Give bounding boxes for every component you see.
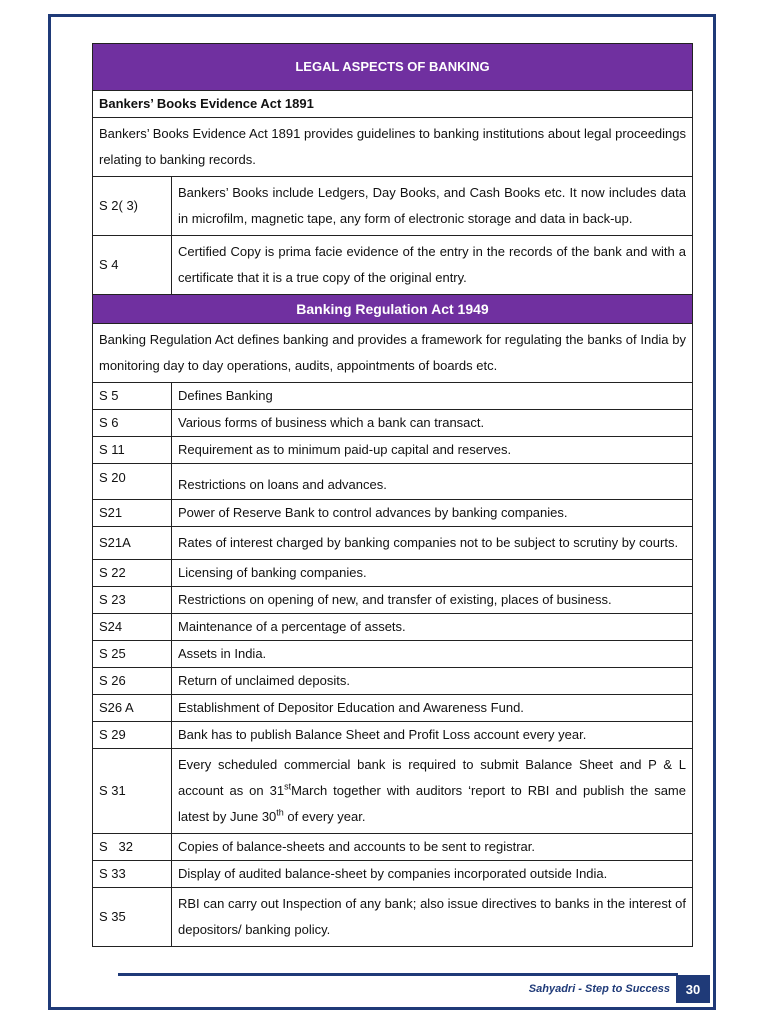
- table-row: [93, 587, 693, 614]
- table-row: [93, 383, 693, 410]
- s31-text-b: March together with auditors ‘report to RBI and publish the same latest by June 30: [178, 783, 686, 824]
- s31-sup-b: th: [276, 807, 284, 818]
- description-cell: Assets in India.: [172, 641, 693, 668]
- table-row: [93, 834, 693, 861]
- description-cell: Bank has to publish Balance Sheet and Profit Loss account every year.: [172, 722, 693, 749]
- br-heading-row: [93, 295, 693, 324]
- section-cell: S 20: [93, 464, 172, 500]
- table-row: [93, 722, 693, 749]
- table-row: [93, 861, 693, 888]
- section-cell: S21A: [93, 527, 172, 560]
- table-row: [93, 749, 693, 834]
- section-cell: S 25: [93, 641, 172, 668]
- description-cell: Licensing of banking companies.: [172, 560, 693, 587]
- description-cell: Restrictions on opening of new, and transfer of existing, places of business.: [172, 587, 693, 614]
- br-intro: Banking Regulation Act defines banking and provides a framework for regulating the banks of India by monitoring day to day operations, audits, appointments of boards etc.: [93, 324, 693, 383]
- description-cell: Copies of balance-sheets and accounts to be sent to registrar.: [172, 834, 693, 861]
- section-cell: S 2( 3): [93, 177, 172, 236]
- br-heading: Banking Regulation Act 1949: [93, 295, 693, 324]
- section-cell: S 35: [93, 888, 172, 947]
- description-cell: Restrictions on loans and advances.: [172, 464, 693, 500]
- section-cell: S 11: [93, 437, 172, 464]
- table-row: [93, 177, 693, 236]
- section-cell: S 29: [93, 722, 172, 749]
- table-row: [93, 500, 693, 527]
- description-cell: Requirement as to minimum paid-up capital and reserves.: [172, 437, 693, 464]
- bbe-intro: Bankers’ Books Evidence Act 1891 provides guidelines to banking institutions about legal proceedings relating to banking records.: [93, 118, 693, 177]
- table-row: [93, 236, 693, 295]
- description-cell: Rates of interest charged by banking companies not to be subject to scrutiny by courts.: [172, 527, 693, 560]
- description-cell: Power of Reserve Bank to control advances by banking companies.: [172, 500, 693, 527]
- description-cell: Various forms of business which a bank can transact.: [172, 410, 693, 437]
- section-cell: S 26: [93, 668, 172, 695]
- section-cell: S 5: [93, 383, 172, 410]
- table-row: [93, 464, 693, 500]
- section-cell: S 31: [93, 749, 172, 834]
- bbe-heading-row: [93, 91, 693, 118]
- table-row: [93, 410, 693, 437]
- description-cell: Establishment of Depositor Education and Awareness Fund.: [172, 695, 693, 722]
- table-row: [93, 527, 693, 560]
- s31-text-c: of every year.: [283, 809, 366, 824]
- br-intro-row: [93, 324, 693, 383]
- description-cell: Defines Banking: [172, 383, 693, 410]
- table-row: [93, 437, 693, 464]
- section-cell: S 23: [93, 587, 172, 614]
- description-cell: Return of unclaimed deposits.: [172, 668, 693, 695]
- table-title: LEGAL ASPECTS OF BANKING: [93, 44, 693, 91]
- description-cell: Bankers’ Books include Ledgers, Day Books, and Cash Books etc. It now includes data in microfilm, magnetic tape, any form of electronic storage and data in back-up.: [172, 177, 693, 236]
- description-cell: RBI can carry out Inspection of any bank; also issue directives to banks in the interest of depositors/ banking policy.: [172, 888, 693, 947]
- description-cell: Display of audited balance-sheet by companies incorporated outside India.: [172, 861, 693, 888]
- section-cell: S 4: [93, 236, 172, 295]
- bbe-heading: Bankers’ Books Evidence Act 1891: [93, 91, 693, 118]
- table-row: [93, 614, 693, 641]
- table-row: [93, 560, 693, 587]
- table-title-row: [93, 44, 693, 91]
- footer-rule: [118, 973, 678, 976]
- table-row: [93, 695, 693, 722]
- legal-aspects-table: [92, 43, 693, 947]
- table-row: [93, 668, 693, 695]
- section-cell: S24: [93, 614, 172, 641]
- s31-sup-a: st: [284, 781, 292, 792]
- section-cell: S 22: [93, 560, 172, 587]
- description-cell: Certified Copy is prima facie evidence of the entry in the records of the bank and with a certificate that it is a true copy of the original entry.: [172, 236, 693, 295]
- bbe-intro-row: [93, 118, 693, 177]
- footer-tagline: Sahyadri - Step to Success: [528, 983, 670, 995]
- table-row: [93, 641, 693, 668]
- description-cell: [172, 749, 693, 834]
- page-number: 30: [676, 975, 710, 1003]
- section-cell: S 32: [93, 834, 172, 861]
- section-cell: S 33: [93, 861, 172, 888]
- section-cell: S 6: [93, 410, 172, 437]
- description-cell: Maintenance of a percentage of assets.: [172, 614, 693, 641]
- section-cell: S26 A: [93, 695, 172, 722]
- s31-text-a: Every scheduled commercial bank is required to submit Balance Sheet and P & L account as on 31: [178, 757, 686, 798]
- table-row: [93, 888, 693, 947]
- section-cell: S21: [93, 500, 172, 527]
